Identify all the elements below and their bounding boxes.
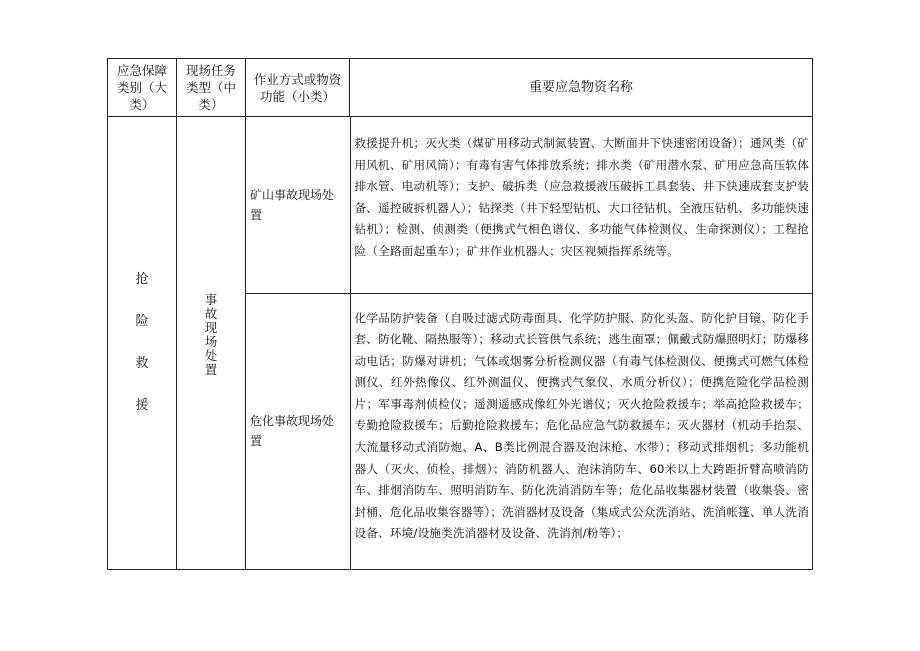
category-char: 救 [135, 356, 149, 371]
rows-container [246, 117, 813, 570]
header-materials-label: 重要应急物资名称 [528, 80, 633, 95]
header-method [246, 59, 350, 117]
method-label: 矿山事故现场处置 [250, 187, 335, 222]
header-method-label: 作业方式或物资功能（小类） [253, 71, 342, 104]
materials-text: 化学品防护装备（自吸过滤式防毒面具、化学防护服、防化头盔、防化护目镜、防化手套、防化靴、隔热服等）；移动式长管供气系统；逃生面罩；佩戴式防爆照明灯；防爆移动电话；防爆对讲机；气体或烟雾分析检测仪器（有毒气体检测仪、便携式可燃气体检测仪、红外热像仪、红外测温仪、便携式气象仪、水质分析仪）；便携危险化学品检测片；军事毒剂侦检仪；遥测遥感成像红外光谱仪；灭火抢险救援车；举高抢险救援车；专勤抢险救援车；后勤抢险救援车；危化品应急气防救援车；灭火器材（机动手抬泵、大流量移动式消防炮、A、B类比例混合器及泡沫枪、水带）；移动式排烟机；多功能机器人（灭火、侦检、排烟）；消防机器人、泡沫消防车、60米以上大跨距折臂高喷消防车、排烟消防车、照明消防车、防化洗消消防车等；危化品收集器材装置（收集袋、密封桶、危化品收集容器等）；洗消器材及设备（集成式公众洗消站、洗消帐篷、单人洗消设备、环境/设施类洗消器材及设备、洗消剂/粉等）； [354, 310, 809, 541]
table-row [246, 293, 813, 569]
category-char: 抢 [135, 272, 149, 287]
header-category [108, 59, 177, 117]
method-cell [246, 117, 350, 293]
header-task-type-label: 现场任务类型（中类） [185, 63, 236, 112]
materials-text: 救援提升机；灭火类（煤矿用移动式制氮装置、大断面井下快速密闭设备）；通风类（矿用风机、矿用风筒）；有毒有害气体排放系统；排水类（矿用潜水泵、矿用应急高压软体排水管、电动机等）；支护、破拆类（应急救援液压破拆工具套装、井下快速成套支护装备、遥控破拆机器人）；钻探类（井下轻型钻机、大口径钻机、全液压钻机、多功能快速钻机）；检测、侦测类（便携式气相色谱仪、多功能气体检测仪、生命探测仪）；工程抢险（全路面起重车）；矿井作业机器人；灾区视频指挥系统等。 [354, 136, 809, 258]
category-char: 援 [135, 398, 149, 413]
task-type-cell [177, 117, 246, 570]
method-label: 危化事故现场处置 [250, 414, 335, 449]
table-row [246, 117, 813, 293]
materials-cell [350, 293, 813, 569]
method-cell [246, 293, 350, 569]
category-char: 险 [135, 314, 149, 329]
task-type-label: 事故现场处置 [204, 291, 218, 377]
header-category-label: 应急保障类别（大类） [116, 63, 167, 112]
emergency-materials-table [107, 58, 813, 570]
header-task-type [177, 59, 246, 117]
category-cell [108, 117, 177, 570]
materials-cell [350, 117, 813, 293]
sub-rows [246, 117, 813, 569]
header-materials [350, 59, 813, 117]
